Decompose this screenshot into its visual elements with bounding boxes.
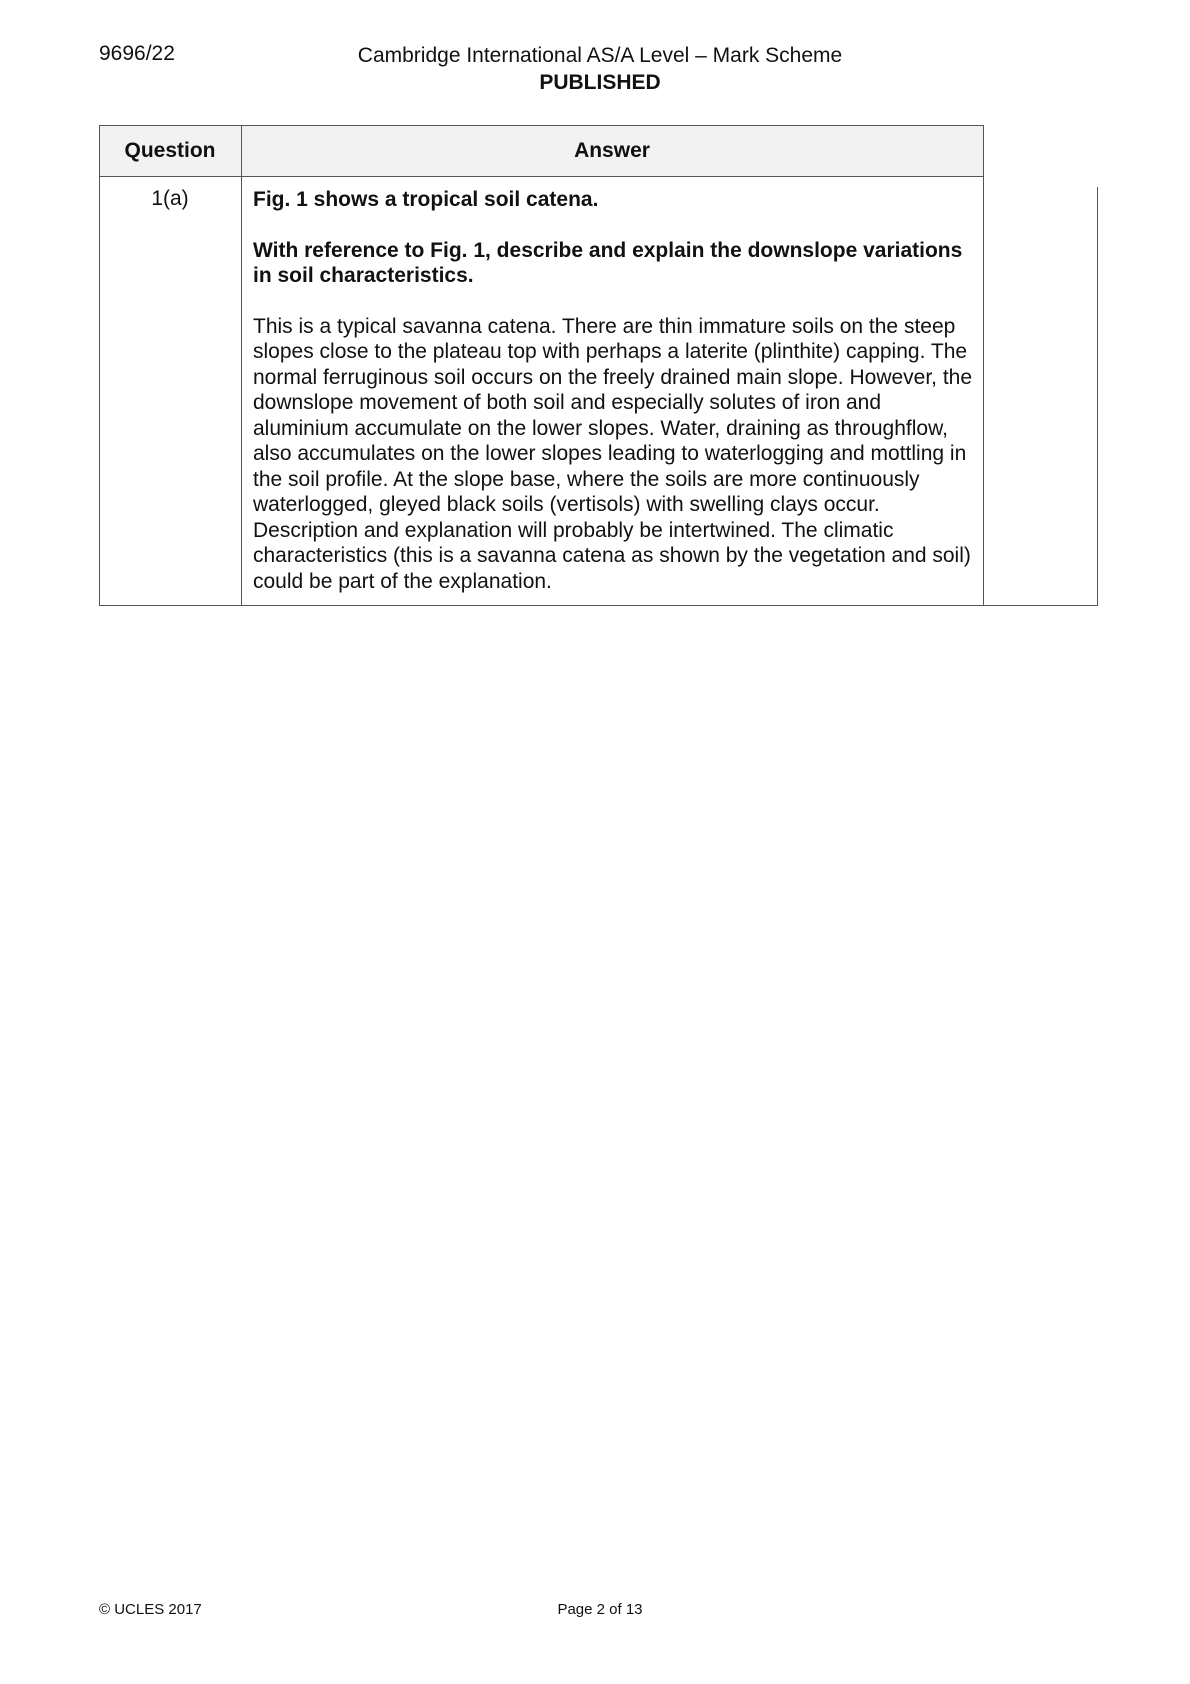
column-header-question: Question	[124, 139, 216, 162]
document-header	[300, 42, 900, 96]
table-divider-question	[241, 125, 242, 606]
document-code: 9696/22	[99, 42, 175, 65]
table-border-right	[1097, 187, 1098, 606]
copyright-notice: © UCLES 2017	[99, 1601, 202, 1618]
table-divider-answer	[983, 125, 984, 606]
question-prompt: Fig. 1 shows a tropical soil catena.	[253, 188, 599, 211]
page-number: Page 2 of 13	[557, 1601, 643, 1618]
answer-cell	[253, 187, 975, 619]
document-title: Cambridge International AS/A Level – Mark Scheme	[357, 44, 843, 67]
answer-text: This is a typical savanna catena. There are thin immature soils on the steep slopes close to the plateau top with perhaps a laterite (plinthite) capping. The normal ferruginous soil occurs on the freely drained main slope. However, the downslope movement of both soil and especially solutes of iron and aluminium accumulate on the lower slopes. Water, draining as throughflow, also accumulates on the lower slopes leading to waterlogging and mottling in the soil profile. At the slope base, where the soils are more continuously waterlogged, gleyed black soils (vertisols) with swelling clays occur. Description and explanation will probably be intertwined. The climatic characteristics (this is a savanna catena as shown by the vegetation and soil) could be part of the explanation.	[253, 314, 973, 593]
question-instruction: With reference to Fig. 1, describe and explain the downslope variations in soil characteristics.	[253, 238, 963, 287]
table-header-row	[99, 125, 983, 177]
column-header-answer: Answer	[574, 139, 650, 162]
document-status: PUBLISHED	[539, 71, 661, 94]
question-number: 1(a)	[151, 187, 189, 210]
